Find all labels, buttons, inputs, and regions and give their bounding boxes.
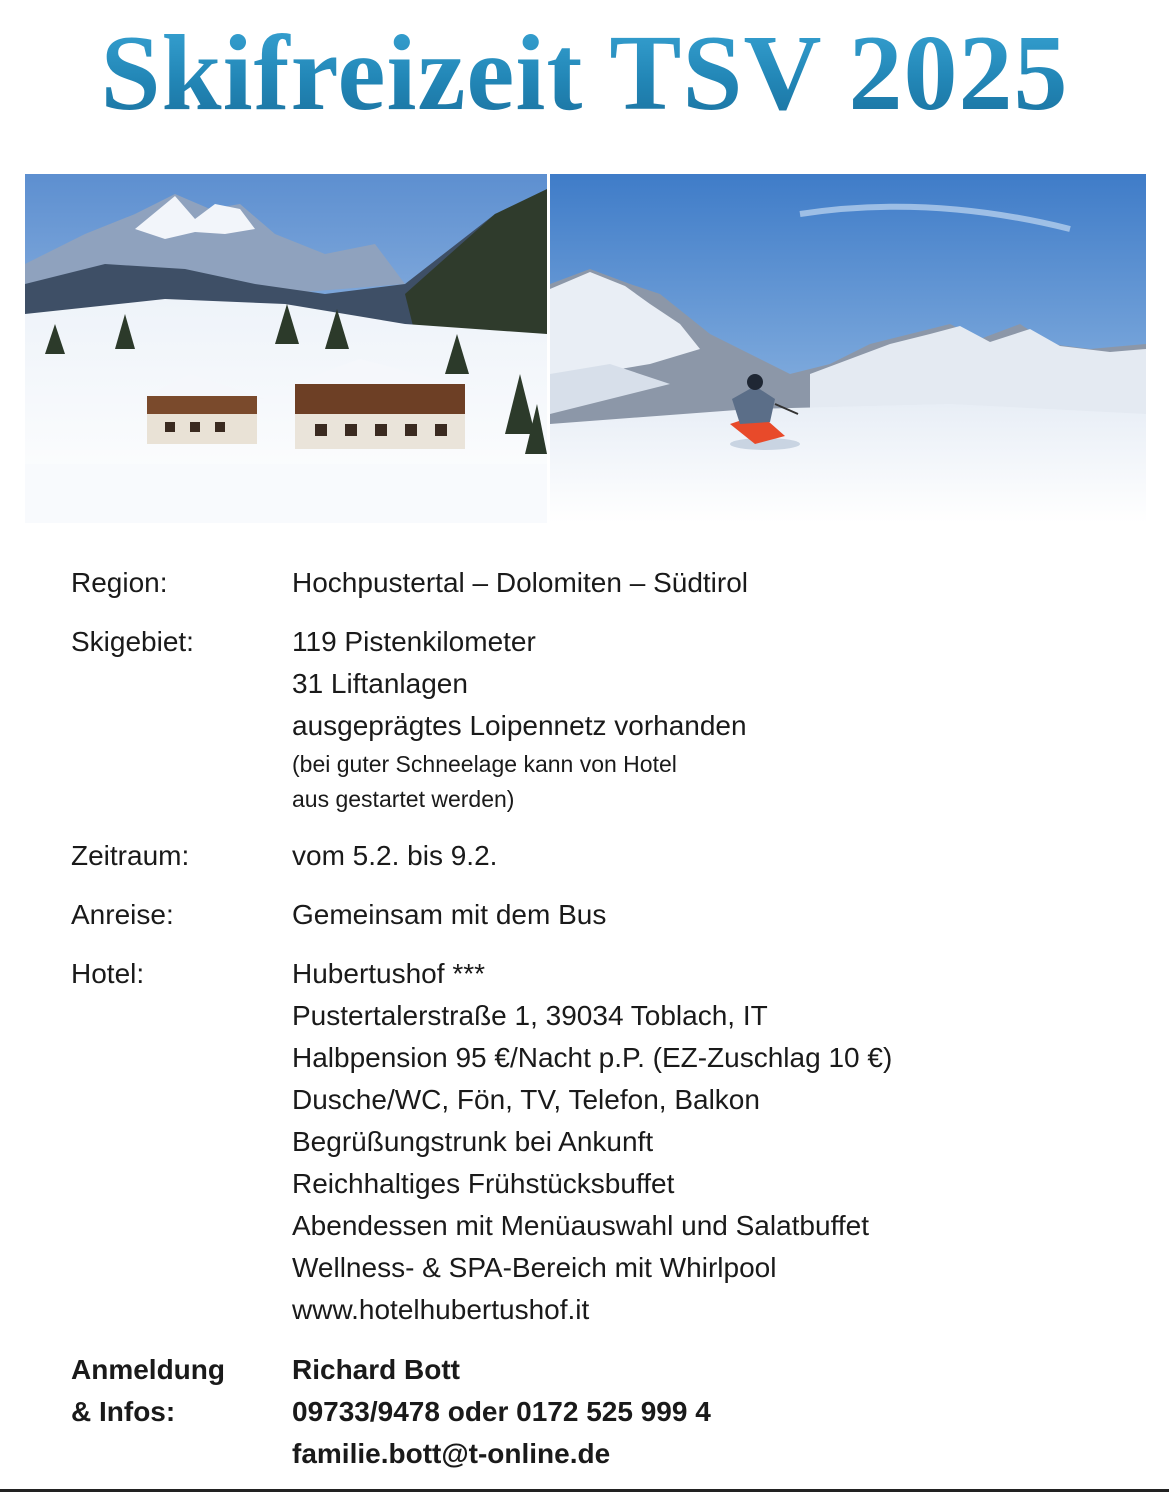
hotel-amenities: Dusche/WC, Fön, TV, Telefon, Balkon <box>292 1084 760 1115</box>
contact-label-line2: & Infos: <box>71 1396 176 1427</box>
contact-name: Richard Bott <box>292 1354 460 1385</box>
anreise-value: Gemeinsam mit dem Bus <box>292 899 607 930</box>
skigebiet-row <box>71 621 1131 817</box>
hotel-welcome-drink: Begrüßungstrunk bei Ankunft <box>292 1126 654 1157</box>
anreise-label: Anreise: <box>71 899 174 930</box>
region-label: Region: <box>71 567 168 598</box>
contact-phone[interactable]: 09733/9478 oder 0172 525 999 4 <box>292 1396 711 1427</box>
skigebiet-label: Skigebiet: <box>71 626 194 657</box>
hotel-breakfast: Reichhaltiges Frühstücksbuffet <box>292 1168 675 1199</box>
skigebiet-line: 119 Pistenkilometer <box>292 626 536 657</box>
skigebiet-note: (bei guter Schneelage kann von Hotel <box>292 751 677 777</box>
skigebiet-note: aus gestartet werden) <box>292 786 515 812</box>
bottom-divider <box>0 1489 1169 1492</box>
skigebiet-line: ausgeprägtes Loipennetz vorhanden <box>292 710 747 741</box>
anreise-row <box>71 894 1131 936</box>
zeitraum-value: vom 5.2. bis 9.2. <box>292 840 498 871</box>
hotel-website-link[interactable]: www.hotelhubertushof.it <box>292 1294 590 1325</box>
hotel-in-snow-landscape-image <box>25 174 547 523</box>
hotel-wellness: Wellness- & SPA-Bereich mit Whirlpool <box>292 1252 777 1283</box>
photo-strip <box>25 174 1146 523</box>
contact-row <box>71 1349 1131 1475</box>
hotel-row <box>71 953 1131 1331</box>
page-title: Skifreizeit TSV 2025 <box>0 14 1169 134</box>
hotel-name: Hubertushof *** <box>292 958 486 989</box>
contact-email-link[interactable]: familie.bott@t-online.de <box>292 1438 611 1469</box>
hotel-price: Halbpension 95 €/Nacht p.P. (EZ-Zuschlag 10 €) <box>292 1042 893 1073</box>
hotel-label: Hotel: <box>71 958 145 989</box>
region-row <box>71 562 1131 604</box>
zeitraum-label: Zeitraum: <box>71 840 190 871</box>
info-table <box>71 562 1131 1475</box>
contact-label-line1: Anmeldung <box>71 1354 225 1385</box>
skigebiet-line: 31 Liftanlagen <box>292 668 468 699</box>
hotel-address: Pustertalerstraße 1, 39034 Toblach, IT <box>292 1000 768 1031</box>
hotel-dinner: Abendessen mit Menüauswahl und Salatbuffet <box>292 1210 869 1241</box>
region-value: Hochpustertal – Dolomiten – Südtirol <box>292 567 749 598</box>
skier-on-slope-dolomites-image <box>550 174 1146 523</box>
zeitraum-row <box>71 835 1131 877</box>
contact-label <box>71 1349 281 1433</box>
